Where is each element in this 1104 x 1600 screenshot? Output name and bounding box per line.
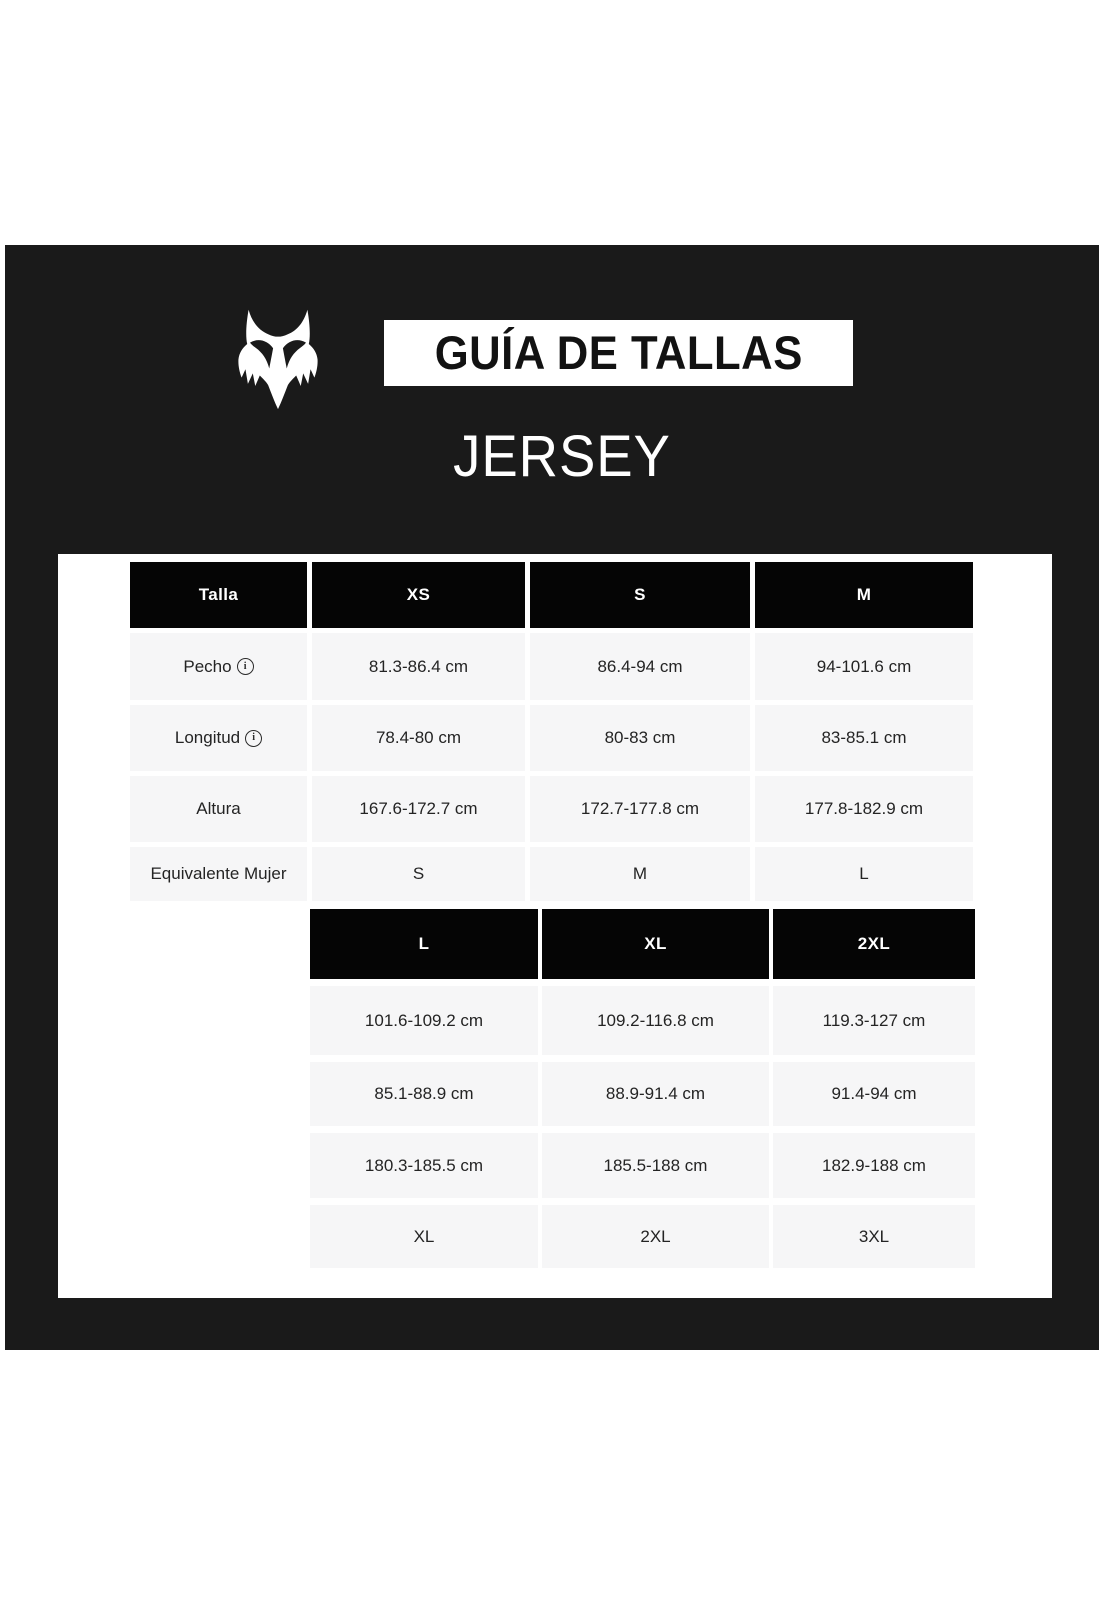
- size-value-cell: XL: [310, 1205, 538, 1268]
- fox-head-logo-icon: [236, 290, 320, 426]
- row-label: [130, 776, 307, 842]
- product-type-title: JERSEY: [453, 424, 671, 489]
- column-header: L: [310, 909, 538, 979]
- size-value-cell: 109.2-116.8 cm: [542, 986, 769, 1055]
- size-value-cell: 78.4-80 cm: [312, 705, 525, 771]
- row-label: [130, 633, 307, 700]
- column-header: S: [530, 562, 750, 628]
- size-value-cell: 2XL: [542, 1205, 769, 1268]
- size-value-cell: 180.3-185.5 cm: [310, 1133, 538, 1198]
- size-value-cell: 167.6-172.7 cm: [312, 776, 525, 842]
- row-label: [130, 847, 307, 901]
- size-value-cell: M: [530, 847, 750, 901]
- size-value-cell: 185.5-188 cm: [542, 1133, 769, 1198]
- size-value-cell: 88.9-91.4 cm: [542, 1062, 769, 1126]
- size-guide-card: [5, 245, 1099, 1350]
- size-table-block-1: [130, 562, 973, 901]
- title-banner: [384, 320, 853, 386]
- row-label-text: Altura: [196, 799, 241, 818]
- column-header: XS: [312, 562, 525, 628]
- size-value-cell: 177.8-182.9 cm: [755, 776, 973, 842]
- size-table-block-2: [310, 909, 975, 1268]
- info-icon[interactable]: i: [245, 730, 262, 747]
- size-value-cell: 85.1-88.9 cm: [310, 1062, 538, 1126]
- size-table-panel: [58, 554, 1052, 1298]
- size-value-cell: 94-101.6 cm: [755, 633, 973, 700]
- size-value-cell: 80-83 cm: [530, 705, 750, 771]
- row-label: [130, 705, 307, 771]
- column-header: M: [755, 562, 973, 628]
- size-value-cell: 119.3-127 cm: [773, 986, 975, 1055]
- row-label-text: Equivalente Mujer: [150, 864, 287, 883]
- size-value-cell: S: [312, 847, 525, 901]
- column-header: XL: [542, 909, 769, 979]
- size-value-cell: 101.6-109.2 cm: [310, 986, 538, 1055]
- size-value-cell: 86.4-94 cm: [530, 633, 750, 700]
- column-header: 2XL: [773, 909, 975, 979]
- size-value-cell: 182.9-188 cm: [773, 1133, 975, 1198]
- size-value-cell: 91.4-94 cm: [773, 1062, 975, 1126]
- size-value-cell: 172.7-177.8 cm: [530, 776, 750, 842]
- column-header: Talla: [130, 562, 307, 628]
- row-label-text: Longitud: [174, 728, 241, 747]
- page-title: GUÍA DE TALLAS: [434, 325, 803, 380]
- size-value-cell: 83-85.1 cm: [755, 705, 973, 771]
- info-icon[interactable]: i: [237, 658, 254, 675]
- row-label-text: Pecho: [183, 656, 232, 676]
- size-value-cell: L: [755, 847, 973, 901]
- size-value-cell: 81.3-86.4 cm: [312, 633, 525, 700]
- size-value-cell: 3XL: [773, 1205, 975, 1268]
